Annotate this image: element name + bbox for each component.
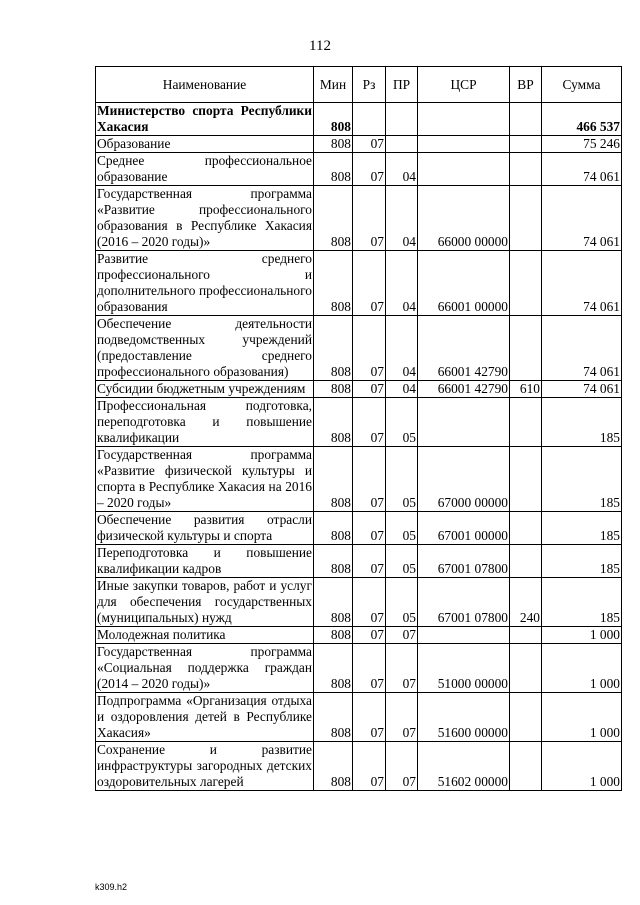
cell-pr: 07 xyxy=(386,742,418,791)
header-min: Мин xyxy=(314,67,353,103)
cell-sum: 185 xyxy=(542,447,622,512)
cell-pr: 05 xyxy=(386,578,418,627)
cell-name: Субсидии бюджетным учреждениям xyxy=(96,381,314,398)
cell-min: 808 xyxy=(314,545,353,578)
cell-vr xyxy=(510,153,542,186)
cell-sum: 1 000 xyxy=(542,693,622,742)
cell-rz: 07 xyxy=(353,627,386,644)
cell-name: Молодежная политика xyxy=(96,627,314,644)
cell-csr xyxy=(418,153,510,186)
cell-name: Развитие среднего профессионального и дополнительного профессионального образования xyxy=(97,251,312,314)
cell-pr: 05 xyxy=(386,545,418,578)
cell-min: 808 xyxy=(314,398,353,447)
cell-name: Сохранение и развитие инфраструктуры загородных детских оздоровительных лагерей xyxy=(97,742,312,789)
cell-sum: 466 537 xyxy=(542,103,622,136)
cell-pr xyxy=(386,136,418,153)
table-row xyxy=(96,693,622,742)
cell-name: Среднее профессиональное образование xyxy=(97,153,312,184)
cell-rz: 07 xyxy=(353,136,386,153)
cell-name: Государственная программа «Социальная поддержка граждан (2014 – 2020 годы)» xyxy=(97,644,312,691)
cell-name: Министерство спорта Республики Хакасия xyxy=(97,103,312,134)
header-sum: Сумма xyxy=(542,67,622,103)
cell-name: Профессиональная подготовка, переподготовка и повышение квалификации xyxy=(97,398,312,445)
header-rz: Рз xyxy=(353,67,386,103)
cell-rz: 07 xyxy=(353,398,386,447)
cell-min: 808 xyxy=(314,316,353,381)
cell-pr xyxy=(386,103,418,136)
cell-csr xyxy=(418,103,510,136)
cell-vr xyxy=(510,693,542,742)
cell-vr xyxy=(510,136,542,153)
cell-csr xyxy=(418,136,510,153)
cell-min: 808 xyxy=(314,381,353,398)
cell-vr xyxy=(510,742,542,791)
cell-rz: 07 xyxy=(353,742,386,791)
cell-name: Подпрограмма «Организация отдыха и оздоровления детей в Республике Хакасия» xyxy=(97,693,312,740)
cell-csr: 51600 00000 xyxy=(418,693,510,742)
cell-name: Государственная программа «Развитие физической культуры и спорта в Республике Хакасия на 2016 – 2020 годы» xyxy=(97,447,312,510)
cell-pr: 04 xyxy=(386,381,418,398)
header-pr: ПР xyxy=(386,67,418,103)
cell-min: 808 xyxy=(314,153,353,186)
cell-name: Обеспечение деятельности подведомственных учреждений (предоставление среднего профессионального образования) xyxy=(97,316,312,379)
cell-sum: 185 xyxy=(542,545,622,578)
cell-rz: 07 xyxy=(353,512,386,545)
table-row xyxy=(96,627,622,644)
cell-vr xyxy=(510,512,542,545)
header-vr: ВР xyxy=(510,67,542,103)
cell-csr xyxy=(418,398,510,447)
table-row xyxy=(96,644,622,693)
cell-pr: 04 xyxy=(386,186,418,251)
table-row xyxy=(96,742,622,791)
cell-vr xyxy=(510,627,542,644)
table-row xyxy=(96,398,622,447)
cell-min: 808 xyxy=(314,742,353,791)
cell-rz: 07 xyxy=(353,251,386,316)
cell-name: Образование xyxy=(96,136,314,153)
cell-rz: 07 xyxy=(353,644,386,693)
footer-code: k309.h2 xyxy=(95,882,128,892)
cell-vr xyxy=(510,103,542,136)
cell-rz: 07 xyxy=(353,381,386,398)
table-header-row xyxy=(96,67,622,103)
cell-min: 808 xyxy=(314,103,353,136)
cell-sum: 1 000 xyxy=(542,644,622,693)
cell-pr: 04 xyxy=(386,316,418,381)
cell-pr: 04 xyxy=(386,251,418,316)
cell-vr xyxy=(510,398,542,447)
cell-csr xyxy=(418,627,510,644)
table-row xyxy=(96,381,622,398)
cell-rz: 07 xyxy=(353,545,386,578)
cell-csr: 67001 07800 xyxy=(418,578,510,627)
page-number: 112 xyxy=(309,38,331,54)
budget-table xyxy=(95,66,622,791)
cell-sum: 1 000 xyxy=(542,627,622,644)
table-row xyxy=(96,447,622,512)
cell-vr: 610 xyxy=(510,381,542,398)
cell-vr xyxy=(510,644,542,693)
cell-vr xyxy=(510,545,542,578)
cell-rz: 07 xyxy=(353,447,386,512)
table-row xyxy=(96,251,622,316)
cell-csr: 66000 00000 xyxy=(418,186,510,251)
cell-csr: 66001 42790 xyxy=(418,381,510,398)
cell-vr: 240 xyxy=(510,578,542,627)
table-row xyxy=(96,512,622,545)
cell-sum: 74 061 xyxy=(542,316,622,381)
cell-pr: 05 xyxy=(386,512,418,545)
table-row xyxy=(96,136,622,153)
cell-csr: 66001 00000 xyxy=(418,251,510,316)
cell-rz xyxy=(353,103,386,136)
header-csr: ЦСР xyxy=(418,67,510,103)
cell-pr: 07 xyxy=(386,644,418,693)
cell-rz: 07 xyxy=(353,578,386,627)
cell-pr: 05 xyxy=(386,447,418,512)
header-name: Наименование xyxy=(96,67,314,103)
cell-rz: 07 xyxy=(353,316,386,381)
cell-csr: 67000 00000 xyxy=(418,447,510,512)
table-body xyxy=(96,103,622,791)
cell-rz: 07 xyxy=(353,186,386,251)
cell-rz: 07 xyxy=(353,693,386,742)
cell-min: 808 xyxy=(314,578,353,627)
cell-min: 808 xyxy=(314,186,353,251)
cell-name: Переподготовка и повышение квалификации кадров xyxy=(97,545,312,576)
cell-sum: 74 061 xyxy=(542,251,622,316)
cell-sum: 185 xyxy=(542,512,622,545)
table-row xyxy=(96,186,622,251)
cell-vr xyxy=(510,186,542,251)
table-row xyxy=(96,545,622,578)
table-row xyxy=(96,316,622,381)
cell-csr: 66001 42790 xyxy=(418,316,510,381)
cell-sum: 1 000 xyxy=(542,742,622,791)
cell-csr: 51000 00000 xyxy=(418,644,510,693)
cell-min: 808 xyxy=(314,251,353,316)
cell-sum: 74 061 xyxy=(542,186,622,251)
table-row xyxy=(96,103,622,136)
cell-min: 808 xyxy=(314,447,353,512)
cell-pr: 05 xyxy=(386,398,418,447)
cell-min: 808 xyxy=(314,644,353,693)
cell-sum: 75 246 xyxy=(542,136,622,153)
cell-vr xyxy=(510,447,542,512)
cell-min: 808 xyxy=(314,136,353,153)
cell-pr: 07 xyxy=(386,693,418,742)
cell-csr: 67001 00000 xyxy=(418,512,510,545)
cell-vr xyxy=(510,316,542,381)
cell-vr xyxy=(510,251,542,316)
table-row xyxy=(96,153,622,186)
cell-pr: 04 xyxy=(386,153,418,186)
cell-sum: 185 xyxy=(542,578,622,627)
cell-rz: 07 xyxy=(353,153,386,186)
table-row xyxy=(96,578,622,627)
cell-min: 808 xyxy=(314,627,353,644)
cell-name: Иные закупки товаров, работ и услуг для обеспечения государственных (муниципальных) нужд xyxy=(97,578,312,625)
cell-name: Обеспечение развития отрасли физической культуры и спорта xyxy=(97,512,312,543)
cell-name: Государственная программа «Развитие профессионального образования в Республике Хакасия (2016 – 2020 годы)» xyxy=(97,186,312,249)
cell-sum: 74 061 xyxy=(542,381,622,398)
cell-min: 808 xyxy=(314,693,353,742)
cell-csr: 67001 07800 xyxy=(418,545,510,578)
cell-sum: 185 xyxy=(542,398,622,447)
cell-csr: 51602 00000 xyxy=(418,742,510,791)
cell-sum: 74 061 xyxy=(542,153,622,186)
cell-pr: 07 xyxy=(386,627,418,644)
cell-min: 808 xyxy=(314,512,353,545)
